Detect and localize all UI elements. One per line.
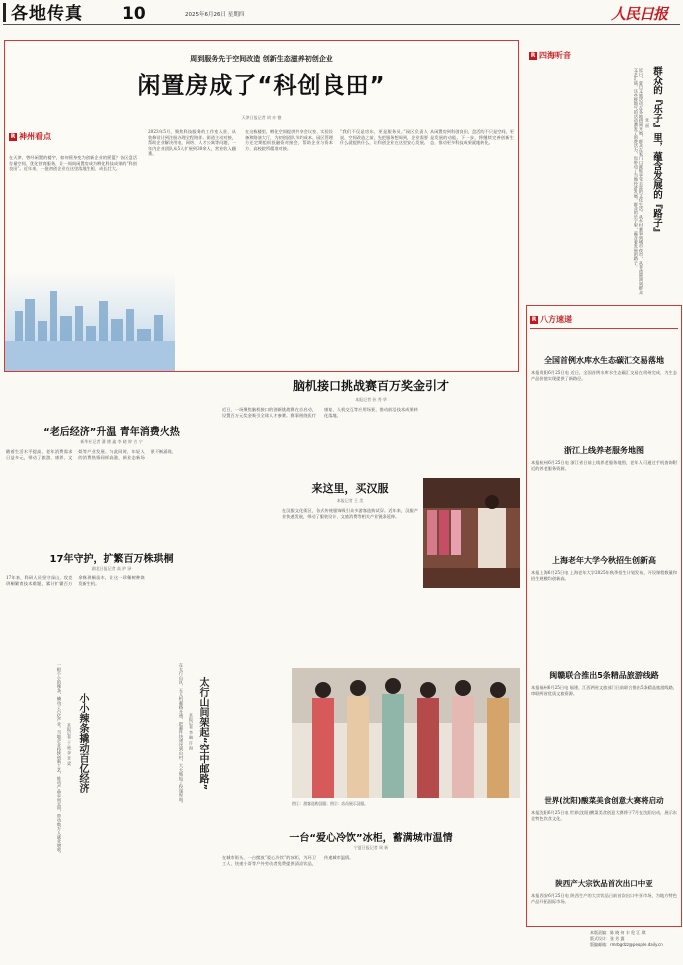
story3-text: 一根小小的辣条，撬动了百亿产业。当地企业持续创新工艺，推动产品走向全国，带动数万人就业增收。 <box>57 663 62 856</box>
footer-layout: 版式设计：张 芳 露 <box>590 936 625 941</box>
story4 <box>108 663 218 923</box>
tag-square-icon: R <box>531 315 537 323</box>
brief-title: 上海老年大学今秋招生创新高 <box>552 556 656 565</box>
hanfu-byline: 本报记者 王 美 <box>336 498 364 503</box>
brief-text: 本报西安6月25日电 陕西生产的大宗饮品日前首次出口中亚市场，为地方特色产品开拓国际市场。 <box>531 893 677 904</box>
lead-sidebar-tag <box>9 131 51 142</box>
hanfu-shop-photo <box>423 478 520 588</box>
lead-column-3: “我们不仅是房东，更是服务员。”园区负责人说，空间改造之前，先把服务想周到，企业需要什么就提供什么，让科创企业在这里安心发展。 <box>340 129 428 146</box>
opinion-title: 群众的『乐子』里，蕴含发展的『路子』 <box>651 66 662 237</box>
bottom-byline: 宁夏日报记者 周 新 <box>353 845 389 850</box>
story2-title: 17年守护，扩繁百万株珙桐 <box>49 554 174 565</box>
story2-text: 17年来，科研人员坚守深山，攻克珙桐繁育技术难题，累计扩繁百万余株珙桐苗木，让这一珍稀树种焕发新生机。 <box>6 575 145 586</box>
lead-column-1: 2023年5月，聚焦科技服务的工作室入驻，从装修设计到注册办理全程陪伴。街道主动对接，帮助企业解决用电、网络、人才公寓等问题，一年内企业团队从5人扩展到30余人，营业收入翻番。 <box>148 129 236 157</box>
bci-story <box>220 375 522 475</box>
bottom-story <box>220 825 522 925</box>
tag-square-icon: R <box>10 132 16 140</box>
brief-item <box>531 356 677 408</box>
header-left-bar <box>3 3 6 22</box>
story3-byline: 本报记者 于 逊 李 亚 梁 <box>67 723 72 766</box>
right-opinion-column <box>526 40 680 300</box>
bottom-text: 在城市街头，一台摆放“爱心冷饮”的冰柜，为环卫工人、快递小哥等户外劳动者免费提供清凉饮品，传递城市温情。 <box>222 855 354 866</box>
story3-title: 小小辣条撬动百亿经济 <box>77 693 88 793</box>
lead-column-4: 从闲置房到科创良田，盘活的不只是空间，更是发展的动能。下一步，将继续完善创新生态，推动更多科技成果就地转化。 <box>430 129 514 146</box>
brief-title: 陕西产大宗饮品首次出口中亚 <box>555 879 653 888</box>
opinion-tag-label: 四海听音 <box>539 51 571 60</box>
lead-story-box <box>4 40 519 372</box>
story4-byline: 本报记者 李 琳 许 海 <box>189 713 194 751</box>
bci-byline: 本报记者 孙 秀 华 <box>355 397 387 402</box>
lead-sidebar-text: 在天津，曾经闲置的楼宇，如何摇身变为创新企业的摇篮？各区盘活存量空间、优化营商服务，让一间间闲置房成为孵化科技成果的“科创良田”。近年来，一批初创企业在这里落地生根、成长壮大。 <box>9 155 137 172</box>
brief-text: 本报杭州6月25日电 浙江省日前上线养老服务地图，老年人可通过手机查询附近的养老服务资源。 <box>531 460 677 471</box>
story4-title: 太行山间架起“空中邮路” <box>197 677 208 791</box>
header-rule <box>3 24 680 25</box>
hanfu-text: 在汉服文化街区，各式传统服饰吸引众多游客选购试穿。近年来，汉服产业快速发展，带动了服装设计、文旅消费等相关产业链条延伸。 <box>282 508 418 519</box>
story1-byline: 新华社记者 潘 德 鑫 李 晓 婷 吉 宁 <box>80 439 143 444</box>
brief-title: 浙江上线养老服务地图 <box>564 446 644 455</box>
page-date: 2025年6月26日 星期四 <box>185 12 245 18</box>
masthead-logo: 人民日报 <box>611 5 668 23</box>
brief-text: 本报沈阳6月25日电 世界(沈阳)酸菜美食创意大赛将于7月在沈阳启动，展示东北特色饮食文化。 <box>531 810 677 821</box>
tag-square-icon: R <box>530 51 536 59</box>
opinion-author: 张 丽 <box>645 118 650 128</box>
footer-editors: 本版责编：陈 晓 何 丰 伦 江 琪 <box>590 930 646 935</box>
opinion-tag <box>529 50 571 61</box>
hanfu-title: 来这里，买汉服 <box>311 482 389 495</box>
bottom-title: 一台“爱心冷饮”冰柜，蓄满城市温情 <box>289 833 453 844</box>
story2-byline: 湖北日报记者 高 护 泽 <box>91 566 132 571</box>
bci-text: 近日，一场聚焦脑机接口的创新挑战赛在京启动，设置百万元奖金吸引全球人才参赛。赛事围绕医疗康复、人机交互等应用场景，推动前沿技术成果转化落地。 <box>222 407 418 418</box>
brief-text: 本报贵阳6月25日电 近日，全国首例水库水生态碳汇交易在贵州完成，为生态产品价值实现提供了新路径。 <box>531 370 677 381</box>
brief-item <box>531 446 677 498</box>
brief-item <box>531 796 677 850</box>
city-skyline-illustration <box>5 271 175 371</box>
brief-title: 世界(沈阳)酸菜美食创意大赛将启动 <box>544 796 664 805</box>
lead-sidebar-tag-label: 神州看点 <box>19 132 51 141</box>
lead-title: 闲置房成了“科创良田” <box>137 73 386 99</box>
left-lower-stories <box>4 375 219 930</box>
brief-title: 闽赣联合推出5条精品旅游线路 <box>549 671 659 680</box>
hanfu-story <box>280 478 520 868</box>
brief-text: 本报福州6月25日电 福建、江西两省文旅部门日前联合推出5条精品旅游线路，串联两省优质文旅资源。 <box>531 685 677 696</box>
footer-email: 版编邮箱：rmrbgdzz@people.daily.cn <box>590 942 663 947</box>
story1-text: 随着生活水平提高，老年消费需求日益多元，带动了旅游、康养、文娱等产业发展。与此同时，年轻人的消费热情同样高涨，新业态新场景不断涌现。 <box>6 449 176 460</box>
story1-title: “老后经济”升温 青年消费火热 <box>43 427 180 438</box>
brief-item <box>531 671 677 735</box>
briefs-tag-label: 八方速递 <box>540 315 572 324</box>
briefs-tag-rule <box>530 328 678 329</box>
lead-byline: 天津日报记者 胡 亦 德 <box>241 115 282 120</box>
bci-title: 脑机接口挑战赛百万奖金引才 <box>292 379 449 393</box>
page-header <box>0 0 683 26</box>
opinion-text: 近日，夏日文旅活动在各地热闹开展，群众在家门口就能享受丰富的文化生活。从乡村赛事到城市夜市，从非遗展演到群众文艺汇演，这些接地气的活动激发了消费活力，也带动了当地经济发展。群众的乐子里，蕴含着发展的路子。 <box>633 68 644 295</box>
page-number: 10 <box>122 4 146 24</box>
brief-title: 全国首例水库水生态碳汇交易落地 <box>544 356 664 365</box>
briefs-column <box>526 305 682 927</box>
story3 <box>4 663 104 923</box>
story4-text: 在太行山区，无人机邮路开通，把邮件快递送到山村，大大缩短了投递时间。 <box>179 663 184 806</box>
footer <box>590 930 680 960</box>
brief-item <box>531 879 677 923</box>
brief-item <box>531 556 677 620</box>
lead-kicker: 周到服务先于空间改造 创新生态滋养初创企业 <box>190 55 333 63</box>
lead-column-2: 在这栋楼里，孵化空间提供共享会议室、实验设备和路演大厅，为初创团队节约成本。园区管理方还定期组织投融资对接会，帮助企业与资本方、高校院所精准对接。 <box>245 129 333 151</box>
hanfu-models-photo <box>292 668 520 798</box>
section-title: 各地传真 <box>11 4 83 24</box>
hanfu-photo-credit: 图①：游客选购汉服；图②：店员展示汉服。 <box>292 801 368 806</box>
briefs-tag <box>530 314 572 325</box>
brief-text: 本报上海6月25日电 上海老年大学2025年秋季招生计划发布，开设课程数量和招生规模均创新高。 <box>531 570 677 581</box>
